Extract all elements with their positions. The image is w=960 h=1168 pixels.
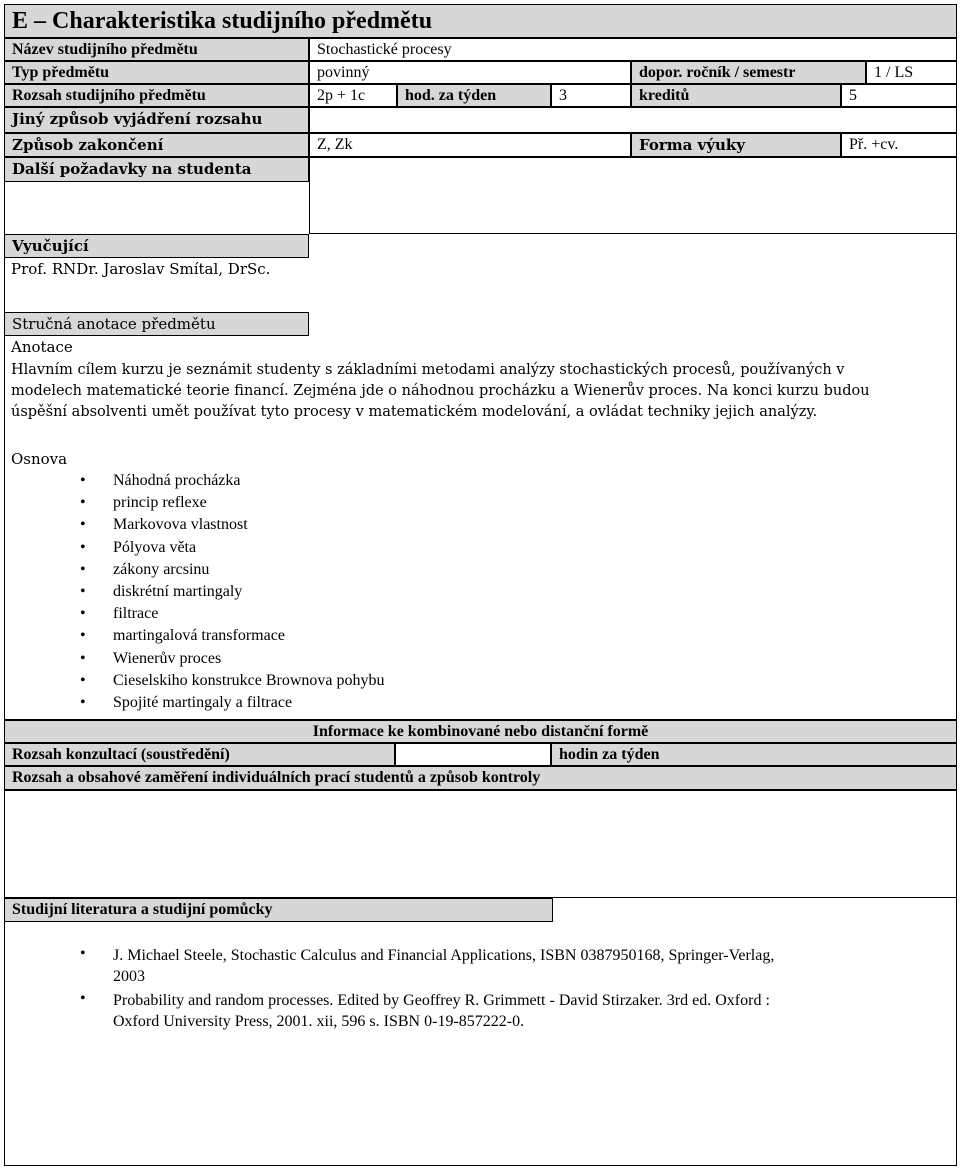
recommended-year-label: dopor. ročník / semestr xyxy=(631,61,866,84)
literature-item xyxy=(113,990,770,1032)
completion-label: Způsob zakončení xyxy=(4,133,309,157)
syllabus-item: Wienerův proces xyxy=(113,650,222,667)
literature-line: Oxford University Press, 2001. xii, 596 s. ISBN 0-19-857222-0. xyxy=(113,1013,525,1030)
literature-item xyxy=(113,945,774,987)
teaching-form-label: Forma výuky xyxy=(631,133,841,157)
bullet-icon: • xyxy=(80,650,86,667)
credits-value: 5 xyxy=(841,84,957,107)
other-scope-value xyxy=(309,107,957,133)
credits-label: kreditů xyxy=(631,84,841,107)
syllabus-label: Osnova xyxy=(11,450,68,468)
syllabus-item: martingalová transformace xyxy=(113,627,285,644)
bullet-icon: • xyxy=(80,605,86,622)
page-title: E – Charakteristika studijního předmětu xyxy=(4,4,957,38)
annotation-header: Stručná anotace předmětu xyxy=(4,312,309,336)
syllabus-item: Cieselskiho konstrukce Brownova pohybu xyxy=(113,672,385,689)
bullet-icon: • xyxy=(80,990,86,1007)
individual-work-value xyxy=(4,790,957,898)
course-scope-value: 2p + 1c xyxy=(309,84,397,107)
distance-form-header: Informace ke kombinované nebo distanční formě xyxy=(4,720,957,743)
completion-value: Z, Zk xyxy=(309,133,631,157)
bullet-icon: • xyxy=(80,561,86,578)
hours-per-week-label: hod. za týden xyxy=(397,84,551,107)
requirements-label: Další požadavky na studenta xyxy=(4,157,309,182)
syllabus-item: Markovova vlastnost xyxy=(113,516,248,533)
consultations-value xyxy=(395,743,551,766)
course-name-label: Název studijního předmětu xyxy=(4,38,309,61)
bullet-icon: • xyxy=(80,672,86,689)
bullet-icon: • xyxy=(80,494,86,511)
teachers-label: Vyučující xyxy=(4,234,309,258)
bullet-icon: • xyxy=(80,694,86,711)
hours-per-week-label-2: hodin za týden xyxy=(551,743,957,766)
syllabus-item: Náhodná procházka xyxy=(113,472,241,489)
course-scope-label: Rozsah studijního předmětu xyxy=(4,84,309,107)
bullet-icon: • xyxy=(80,539,86,556)
annotation-line: Hlavním cílem kurzu je seznámit studenty s základními metodami analýzy stochastických procesů, používaných v xyxy=(11,362,845,378)
annotation-line: úspěšní absolventi umět používat tyto procesy v matematickém modelování, a ovládat techniky jejich analýzy. xyxy=(11,404,818,420)
annotation-subheader: Anotace xyxy=(11,338,73,356)
literature-line: 2003 xyxy=(113,968,145,985)
syllabus-item: filtrace xyxy=(113,605,159,622)
recommended-year-value: 1 / LS xyxy=(866,61,957,84)
course-type-label: Typ předmětu xyxy=(4,61,309,84)
literature-header: Studijní literatura a studijní pomůcky xyxy=(4,898,553,922)
requirements-value xyxy=(309,157,957,234)
syllabus-item: zákony arcsinu xyxy=(113,561,210,578)
syllabus-item: diskrétní martingaly xyxy=(113,583,243,600)
syllabus-item: Spojité martingaly a filtrace xyxy=(113,694,293,711)
consultations-label: Rozsah konzultací (soustředění) xyxy=(4,743,395,766)
annotation-text xyxy=(11,360,951,423)
literature-line: J. Michael Steele, Stochastic Calculus and Financial Applications, ISBN 0387950168, Springer-Verlag, xyxy=(113,947,775,964)
literature-line: Probability and random processes. Edited by Geoffrey R. Grimmett - David Stirzaker. 3rd ed. Oxford : xyxy=(113,992,770,1009)
bullet-icon: • xyxy=(80,945,86,962)
syllabus-item: princip reflexe xyxy=(113,494,207,511)
bullet-icon: • xyxy=(80,472,86,489)
individual-work-label: Rozsah a obsahové zaměření individuálních prací studentů a způsob kontroly xyxy=(4,766,957,790)
teaching-form-value: Př. +cv. xyxy=(841,133,957,157)
course-type-value: povinný xyxy=(309,61,631,84)
syllabus-item: Pólyova věta xyxy=(113,539,197,556)
hours-per-week-value: 3 xyxy=(551,84,631,107)
course-name-value: Stochastické procesy xyxy=(309,38,957,61)
bullet-icon: • xyxy=(80,516,86,533)
annotation-line: modelech matematické teorie financí. Zejména jde o náhodnou procházku a Wienerův proces. Na konci kurzu budou xyxy=(11,383,870,399)
other-scope-label: Jiný způsob vyjádření rozsahu xyxy=(4,107,309,133)
teacher-name: Prof. RNDr. Jaroslav Smítal, DrSc. xyxy=(11,260,271,278)
bullet-icon: • xyxy=(80,583,86,600)
bullet-icon: • xyxy=(80,627,86,644)
